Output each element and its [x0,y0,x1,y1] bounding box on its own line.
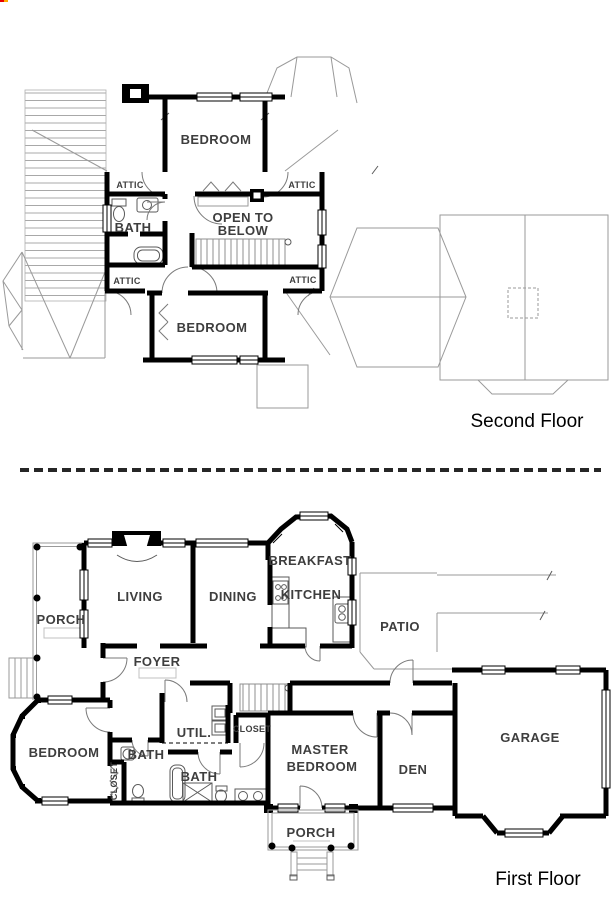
room-label-attic-br: ATTIC [289,275,317,285]
room-label-bath: BATH [114,220,152,235]
left-bay-roof [3,252,23,350]
fireplace-hearth [117,555,157,562]
toilet-tank [112,199,126,206]
middle-hip-roof [330,228,466,367]
first-floor-plan [9,512,610,890]
lower-bay-roof [257,365,308,408]
hall-bath-toilet [133,785,144,798]
room-label-util: UTIL. [176,725,212,740]
master-toilet [216,790,227,802]
second-floor-plan [3,57,608,432]
room-label-attic-tl: ATTIC [116,180,144,190]
room-label-closet-bedroom: CLOSET [109,761,119,801]
room-label-foyer: FOYER [133,654,181,669]
second-floor-labels [113,132,317,335]
stair-rail-spiral [285,239,291,245]
foyer-leader [139,668,176,678]
first-floor-labels [29,553,560,840]
porch-upper-leader [44,628,81,638]
room-label-patio: PATIO [380,619,420,634]
room-label-master-2: BEDROOM [286,759,358,774]
room-label-bath-hall: BATH [127,747,165,762]
room-label-garage: GARAGE [500,730,560,745]
stair-ledge [198,197,248,206]
roof-hatch-area [25,90,106,301]
room-label-bedroom-top: BEDROOM [180,132,252,147]
lower-porch-steps [290,852,334,880]
room-label-closet-hall: CLOSET [232,724,272,734]
porch-post-right [349,804,358,813]
room-label-living: LIVING [117,589,163,604]
room-label-kitchen: KITCHEN [280,587,342,602]
room-label-breakfast: BREAKFAST [268,553,352,568]
upper-porch-steps [9,658,33,698]
lower-porch [268,810,358,880]
bathtub-inner [138,250,160,261]
second-floor-roof-lines [3,57,608,408]
room-label-open-to-below-1: OPEN TO [212,210,274,225]
room-label-den: DEN [398,762,428,777]
room-label-bedroom: BEDROOM [28,745,100,760]
room-label-master-1: MASTER [291,742,349,757]
room-label-open-to-below-2: BELOW [217,223,269,238]
room-label-porch-upper: PORCH [36,612,86,627]
first-floor-title: First Floor [495,869,581,890]
scan-artifact [0,0,8,2]
room-label-attic-bl: ATTIC [113,276,141,286]
room-label-attic-tr: ATTIC [288,180,316,190]
first-floor-stairs [240,684,291,711]
kitchen-counter-left [272,577,289,628]
garage-roof [440,215,608,394]
room-label-dining: DINING [209,589,257,604]
room-label-bedroom-bottom: BEDROOM [176,320,248,335]
room-label-bath-master: BATH [180,769,218,784]
room-label-porch-lower: PORCH [286,825,336,840]
second-floor-title: Second Floor [470,411,584,432]
